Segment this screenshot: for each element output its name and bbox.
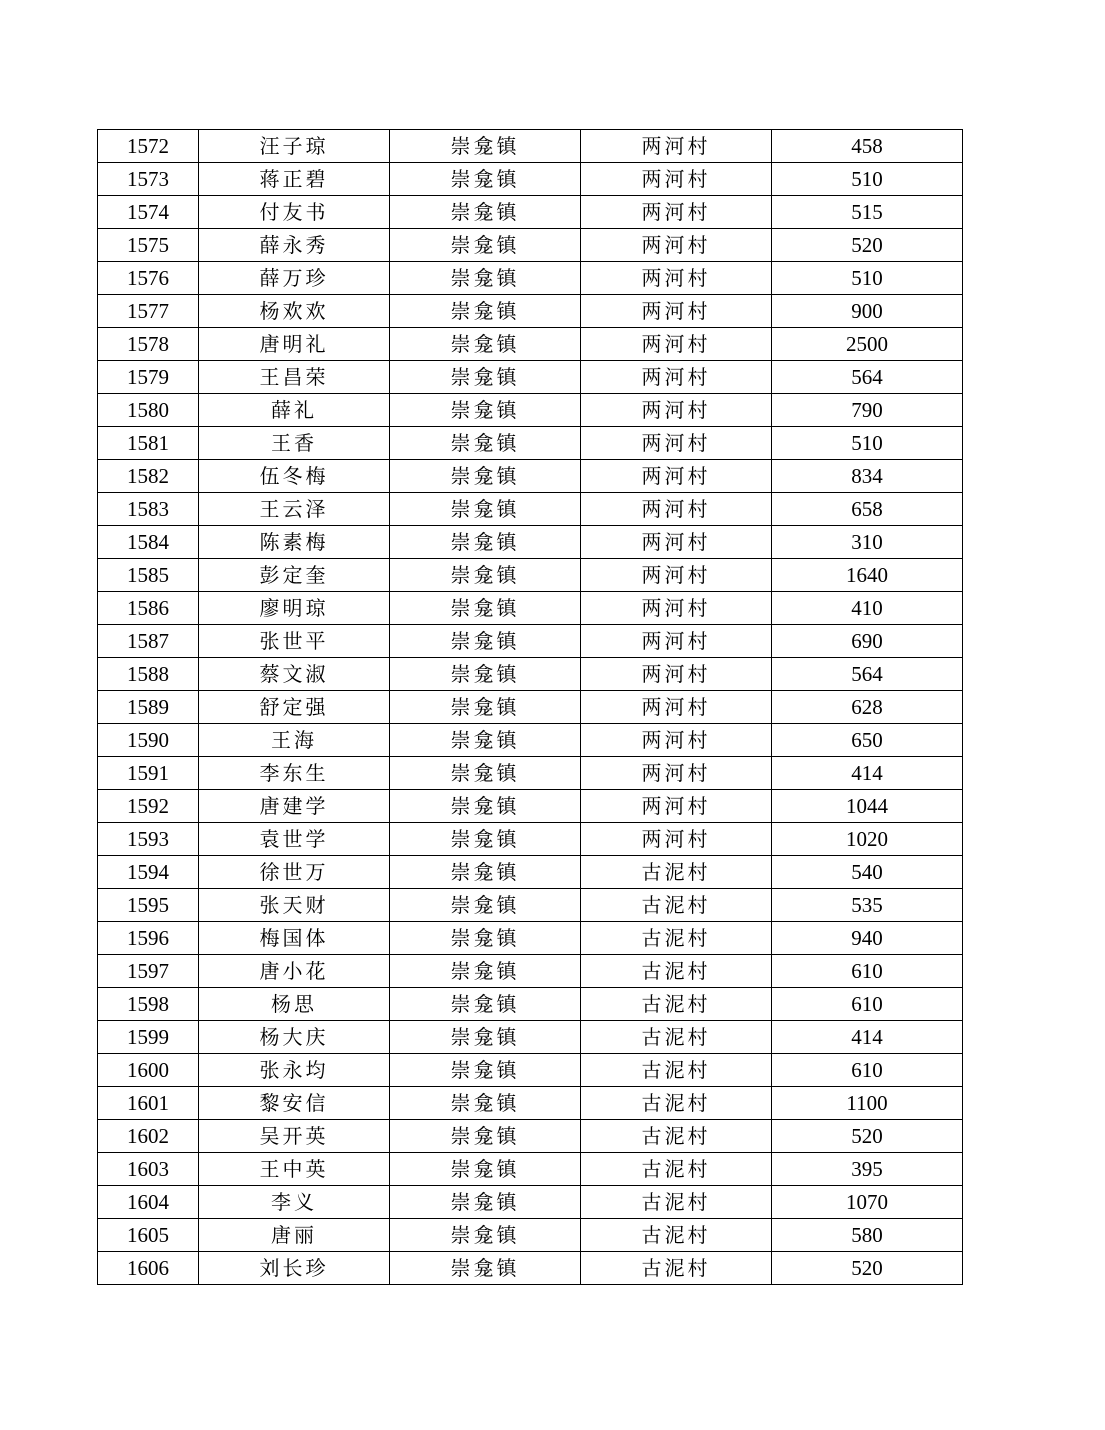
village-cell: 两河村 [581, 757, 772, 790]
table-row [98, 1153, 963, 1186]
name-cell: 廖明琼 [199, 592, 390, 625]
row-number-cell: 1572 [98, 130, 199, 163]
row-number-cell: 1588 [98, 658, 199, 691]
amount-cell: 628 [772, 691, 963, 724]
name-cell: 伍冬梅 [199, 460, 390, 493]
amount-cell: 610 [772, 955, 963, 988]
table-row [98, 229, 963, 262]
name-cell: 张世平 [199, 625, 390, 658]
village-cell: 古泥村 [581, 1153, 772, 1186]
village-cell: 两河村 [581, 394, 772, 427]
name-cell: 李义 [199, 1186, 390, 1219]
town-cell: 崇龛镇 [390, 691, 581, 724]
town-cell: 崇龛镇 [390, 988, 581, 1021]
amount-cell: 510 [772, 163, 963, 196]
village-cell: 两河村 [581, 427, 772, 460]
name-cell: 薛礼 [199, 394, 390, 427]
village-cell: 两河村 [581, 328, 772, 361]
town-cell: 崇龛镇 [390, 955, 581, 988]
village-cell: 古泥村 [581, 1219, 772, 1252]
table-row [98, 1054, 963, 1087]
table-row [98, 262, 963, 295]
row-number-cell: 1596 [98, 922, 199, 955]
village-cell: 两河村 [581, 691, 772, 724]
table-row [98, 460, 963, 493]
amount-cell: 690 [772, 625, 963, 658]
name-cell: 舒定强 [199, 691, 390, 724]
name-cell: 王中英 [199, 1153, 390, 1186]
town-cell: 崇龛镇 [390, 229, 581, 262]
town-cell: 崇龛镇 [390, 196, 581, 229]
table-row [98, 790, 963, 823]
table-row [98, 427, 963, 460]
town-cell: 崇龛镇 [390, 1153, 581, 1186]
table-row [98, 493, 963, 526]
row-number-cell: 1582 [98, 460, 199, 493]
village-cell: 两河村 [581, 526, 772, 559]
row-number-cell: 1587 [98, 625, 199, 658]
amount-cell: 1070 [772, 1186, 963, 1219]
amount-cell: 510 [772, 427, 963, 460]
town-cell: 崇龛镇 [390, 130, 581, 163]
village-cell: 古泥村 [581, 1252, 772, 1285]
amount-cell: 658 [772, 493, 963, 526]
town-cell: 崇龛镇 [390, 625, 581, 658]
town-cell: 崇龛镇 [390, 1021, 581, 1054]
name-cell: 彭定奎 [199, 559, 390, 592]
village-cell: 古泥村 [581, 955, 772, 988]
row-number-cell: 1602 [98, 1120, 199, 1153]
town-cell: 崇龛镇 [390, 460, 581, 493]
village-cell: 古泥村 [581, 1021, 772, 1054]
town-cell: 崇龛镇 [390, 724, 581, 757]
table-row [98, 955, 963, 988]
town-cell: 崇龛镇 [390, 1054, 581, 1087]
village-cell: 两河村 [581, 592, 772, 625]
row-number-cell: 1580 [98, 394, 199, 427]
amount-cell: 310 [772, 526, 963, 559]
table-row [98, 361, 963, 394]
name-cell: 付友书 [199, 196, 390, 229]
amount-cell: 520 [772, 229, 963, 262]
amount-cell: 564 [772, 361, 963, 394]
amount-cell: 1640 [772, 559, 963, 592]
amount-cell: 410 [772, 592, 963, 625]
row-number-cell: 1604 [98, 1186, 199, 1219]
row-number-cell: 1601 [98, 1087, 199, 1120]
town-cell: 崇龛镇 [390, 295, 581, 328]
table-row [98, 295, 963, 328]
town-cell: 崇龛镇 [390, 163, 581, 196]
village-cell: 两河村 [581, 625, 772, 658]
name-cell: 杨大庆 [199, 1021, 390, 1054]
town-cell: 崇龛镇 [390, 361, 581, 394]
name-cell: 蔡文淑 [199, 658, 390, 691]
amount-cell: 414 [772, 757, 963, 790]
amount-cell: 580 [772, 1219, 963, 1252]
table-row [98, 130, 963, 163]
village-cell: 两河村 [581, 295, 772, 328]
amount-cell: 414 [772, 1021, 963, 1054]
data-table [97, 129, 963, 1285]
row-number-cell: 1576 [98, 262, 199, 295]
row-number-cell: 1583 [98, 493, 199, 526]
town-cell: 崇龛镇 [390, 1120, 581, 1153]
row-number-cell: 1585 [98, 559, 199, 592]
amount-cell: 790 [772, 394, 963, 427]
row-number-cell: 1605 [98, 1219, 199, 1252]
row-number-cell: 1593 [98, 823, 199, 856]
row-number-cell: 1573 [98, 163, 199, 196]
town-cell: 崇龛镇 [390, 1252, 581, 1285]
name-cell: 王海 [199, 724, 390, 757]
table-row [98, 625, 963, 658]
table-row [98, 856, 963, 889]
name-cell: 汪子琼 [199, 130, 390, 163]
row-number-cell: 1577 [98, 295, 199, 328]
row-number-cell: 1599 [98, 1021, 199, 1054]
row-number-cell: 1594 [98, 856, 199, 889]
village-cell: 古泥村 [581, 1054, 772, 1087]
village-cell: 两河村 [581, 130, 772, 163]
table-row [98, 328, 963, 361]
amount-cell: 520 [772, 1252, 963, 1285]
village-cell: 古泥村 [581, 922, 772, 955]
name-cell: 薛永秀 [199, 229, 390, 262]
table-row [98, 1219, 963, 1252]
amount-cell: 940 [772, 922, 963, 955]
name-cell: 李东生 [199, 757, 390, 790]
town-cell: 崇龛镇 [390, 526, 581, 559]
name-cell: 唐明礼 [199, 328, 390, 361]
name-cell: 王香 [199, 427, 390, 460]
row-number-cell: 1579 [98, 361, 199, 394]
village-cell: 两河村 [581, 460, 772, 493]
name-cell: 梅国体 [199, 922, 390, 955]
row-number-cell: 1603 [98, 1153, 199, 1186]
row-number-cell: 1597 [98, 955, 199, 988]
town-cell: 崇龛镇 [390, 394, 581, 427]
amount-cell: 1044 [772, 790, 963, 823]
amount-cell: 510 [772, 262, 963, 295]
name-cell: 薛万珍 [199, 262, 390, 295]
name-cell: 唐小花 [199, 955, 390, 988]
amount-cell: 395 [772, 1153, 963, 1186]
village-cell: 两河村 [581, 229, 772, 262]
village-cell: 两河村 [581, 658, 772, 691]
village-cell: 古泥村 [581, 988, 772, 1021]
row-number-cell: 1581 [98, 427, 199, 460]
town-cell: 崇龛镇 [390, 493, 581, 526]
amount-cell: 900 [772, 295, 963, 328]
name-cell: 黎安信 [199, 1087, 390, 1120]
town-cell: 崇龛镇 [390, 262, 581, 295]
village-cell: 古泥村 [581, 856, 772, 889]
table-row [98, 988, 963, 1021]
village-cell: 两河村 [581, 559, 772, 592]
name-cell: 杨思 [199, 988, 390, 1021]
amount-cell: 1020 [772, 823, 963, 856]
table-row [98, 163, 963, 196]
row-number-cell: 1598 [98, 988, 199, 1021]
town-cell: 崇龛镇 [390, 592, 581, 625]
table-row [98, 724, 963, 757]
name-cell: 唐建学 [199, 790, 390, 823]
name-cell: 陈素梅 [199, 526, 390, 559]
row-number-cell: 1586 [98, 592, 199, 625]
town-cell: 崇龛镇 [390, 823, 581, 856]
town-cell: 崇龛镇 [390, 922, 581, 955]
table-row [98, 1252, 963, 1285]
amount-cell: 610 [772, 988, 963, 1021]
town-cell: 崇龛镇 [390, 856, 581, 889]
row-number-cell: 1591 [98, 757, 199, 790]
village-cell: 两河村 [581, 724, 772, 757]
table-row [98, 526, 963, 559]
amount-cell: 834 [772, 460, 963, 493]
table-row [98, 559, 963, 592]
row-number-cell: 1589 [98, 691, 199, 724]
village-cell: 两河村 [581, 823, 772, 856]
name-cell: 王云泽 [199, 493, 390, 526]
name-cell: 唐丽 [199, 1219, 390, 1252]
table-row [98, 658, 963, 691]
amount-cell: 564 [772, 658, 963, 691]
table-row [98, 1186, 963, 1219]
village-cell: 古泥村 [581, 889, 772, 922]
amount-cell: 458 [772, 130, 963, 163]
amount-cell: 540 [772, 856, 963, 889]
amount-cell: 515 [772, 196, 963, 229]
town-cell: 崇龛镇 [390, 790, 581, 823]
row-number-cell: 1578 [98, 328, 199, 361]
table-body [98, 130, 963, 1285]
amount-cell: 2500 [772, 328, 963, 361]
village-cell: 两河村 [581, 262, 772, 295]
row-number-cell: 1606 [98, 1252, 199, 1285]
town-cell: 崇龛镇 [390, 1186, 581, 1219]
table-row [98, 922, 963, 955]
name-cell: 王昌荣 [199, 361, 390, 394]
town-cell: 崇龛镇 [390, 1219, 581, 1252]
row-number-cell: 1575 [98, 229, 199, 262]
table-row [98, 1120, 963, 1153]
name-cell: 袁世学 [199, 823, 390, 856]
village-cell: 两河村 [581, 790, 772, 823]
town-cell: 崇龛镇 [390, 427, 581, 460]
name-cell: 张天财 [199, 889, 390, 922]
town-cell: 崇龛镇 [390, 559, 581, 592]
row-number-cell: 1592 [98, 790, 199, 823]
name-cell: 徐世万 [199, 856, 390, 889]
village-cell: 两河村 [581, 196, 772, 229]
name-cell: 张永均 [199, 1054, 390, 1087]
table-row [98, 757, 963, 790]
name-cell: 杨欢欢 [199, 295, 390, 328]
name-cell: 刘长珍 [199, 1252, 390, 1285]
amount-cell: 1100 [772, 1087, 963, 1120]
village-cell: 两河村 [581, 361, 772, 394]
table-row [98, 196, 963, 229]
village-cell: 古泥村 [581, 1120, 772, 1153]
amount-cell: 650 [772, 724, 963, 757]
table-row [98, 394, 963, 427]
town-cell: 崇龛镇 [390, 328, 581, 361]
table-row [98, 889, 963, 922]
village-cell: 古泥村 [581, 1186, 772, 1219]
village-cell: 两河村 [581, 163, 772, 196]
row-number-cell: 1600 [98, 1054, 199, 1087]
village-cell: 古泥村 [581, 1087, 772, 1120]
row-number-cell: 1595 [98, 889, 199, 922]
row-number-cell: 1584 [98, 526, 199, 559]
row-number-cell: 1590 [98, 724, 199, 757]
town-cell: 崇龛镇 [390, 889, 581, 922]
table-row [98, 823, 963, 856]
amount-cell: 535 [772, 889, 963, 922]
table-row [98, 1087, 963, 1120]
amount-cell: 610 [772, 1054, 963, 1087]
row-number-cell: 1574 [98, 196, 199, 229]
town-cell: 崇龛镇 [390, 757, 581, 790]
table-row [98, 1021, 963, 1054]
village-cell: 两河村 [581, 493, 772, 526]
table-row [98, 691, 963, 724]
town-cell: 崇龛镇 [390, 658, 581, 691]
name-cell: 吴开英 [199, 1120, 390, 1153]
amount-cell: 520 [772, 1120, 963, 1153]
table-row [98, 592, 963, 625]
name-cell: 蒋正碧 [199, 163, 390, 196]
town-cell: 崇龛镇 [390, 1087, 581, 1120]
